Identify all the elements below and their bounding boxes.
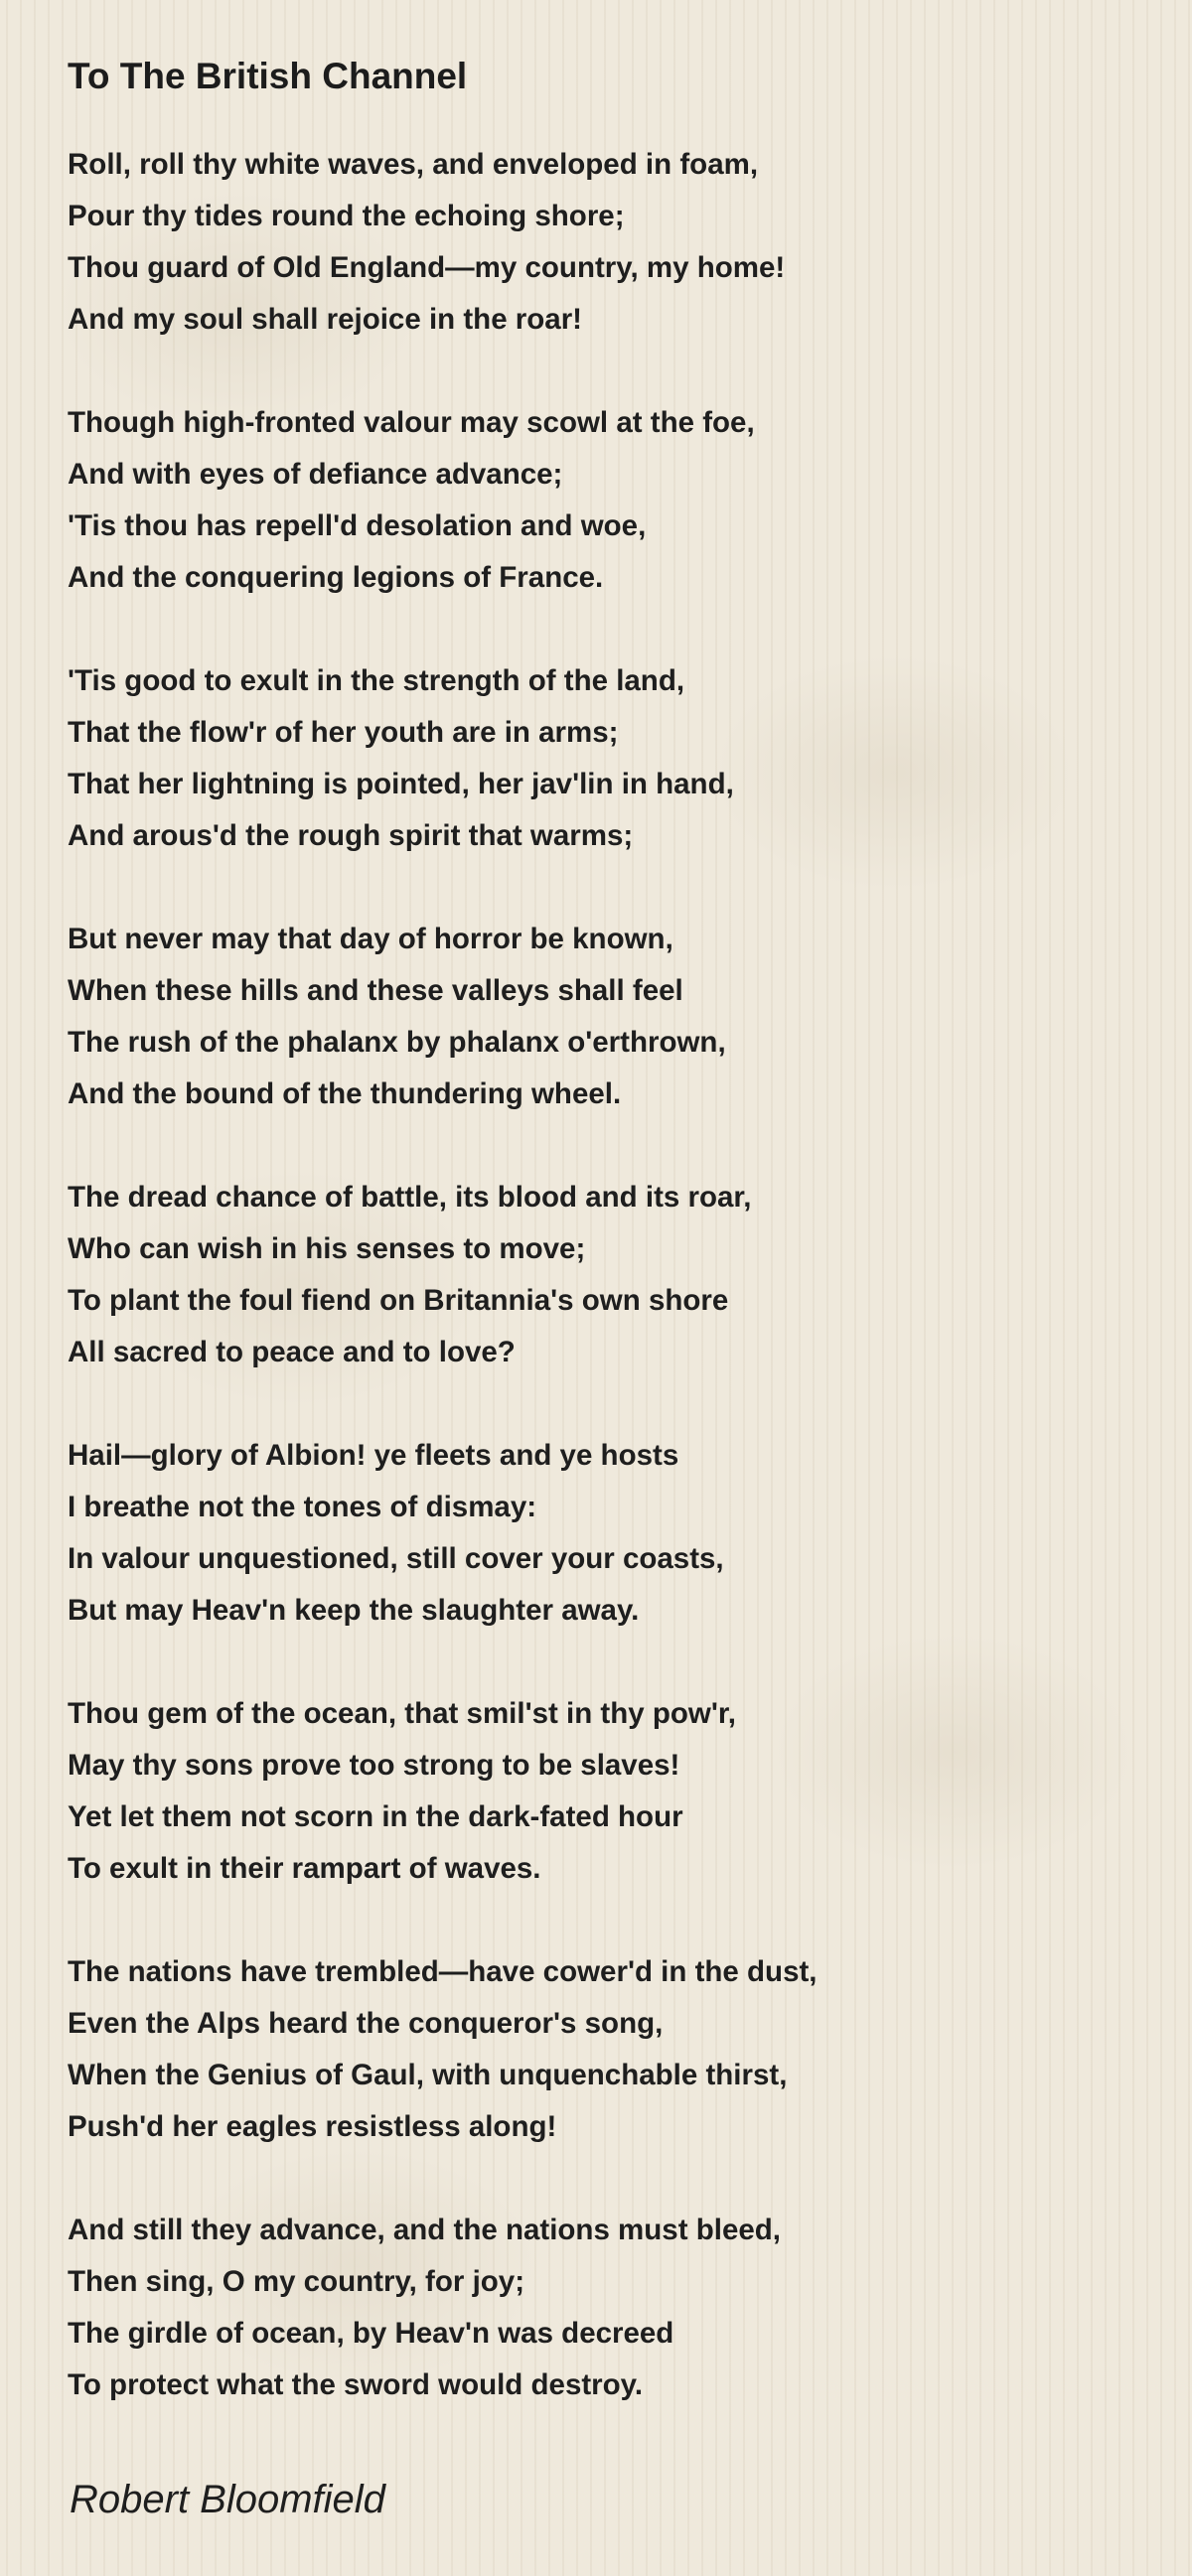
poem-line: Roll, roll thy white waves, and enveloped in foam,: [68, 148, 759, 181]
poem-line: To plant the foul fiend on Britannia's own shore: [68, 1284, 729, 1317]
poem-line: The dread chance of battle, its blood and its roar,: [68, 1181, 752, 1214]
poem-line: And with eyes of defiance advance;: [68, 458, 563, 491]
poem-line: May thy sons prove too strong to be slaves!: [68, 1749, 680, 1782]
poem-line: Thou guard of Old England—my country, my home!: [68, 251, 786, 284]
poem-line: To exult in their rampart of waves.: [68, 1852, 541, 1885]
poem-stanza: [68, 1946, 1140, 2153]
poem-line: To protect what the sword would destroy.: [68, 2368, 644, 2401]
poem-line: That her lightning is pointed, her jav'lin in hand,: [68, 768, 734, 800]
poem-line: And my soul shall rejoice in the roar!: [68, 303, 583, 336]
poem-stanza: [68, 397, 1140, 604]
poem-stanza: [68, 2205, 1140, 2411]
poem-body: [68, 139, 1140, 2411]
poem-line: I breathe not the tones of dismay:: [68, 1491, 537, 1523]
poem-title: To The British Channel: [68, 56, 468, 96]
poem-line: Even the Alps heard the conqueror's song,: [68, 2007, 664, 2040]
poem-line: And the bound of the thundering wheel.: [68, 1077, 622, 1110]
poem-line: Thou gem of the ocean, that smil'st in thy pow'r,: [68, 1697, 736, 1730]
poem-line: Then sing, O my country, for joy;: [68, 2265, 525, 2298]
poem-line: In valour unquestioned, still cover your coasts,: [68, 1542, 724, 1575]
poem-line: And arous'd the rough spirit that warms;: [68, 819, 634, 852]
poem-line: The nations have trembled—have cower'd in the dust,: [68, 1955, 818, 1988]
poem-stanza: [68, 139, 1140, 346]
poem-line: The girdle of ocean, by Heav'n was decreed: [68, 2317, 674, 2350]
poem-line: 'Tis thou has repell'd desolation and woe,: [68, 509, 647, 542]
poem-stanza: [68, 1172, 1140, 1378]
poem-line: And the conquering legions of France.: [68, 561, 604, 594]
poem-page: [68, 50, 1140, 2463]
poem-line: And still they advance, and the nations must bleed,: [68, 2214, 781, 2246]
poem-line: Push'd her eagles resistless along!: [68, 2110, 557, 2143]
poem-stanza: [68, 655, 1140, 862]
poem-line: Yet let them not scorn in the dark-fated hour: [68, 1800, 683, 1833]
poem-line: All sacred to peace and to love?: [68, 1336, 516, 1368]
poem-stanza: [68, 1688, 1140, 1895]
poem-line: Though high-fronted valour may scowl at the foe,: [68, 406, 755, 439]
poem-author: Robert Bloomfield: [70, 2478, 385, 2521]
poem-stanza: [68, 1430, 1140, 1637]
poem-line: When the Genius of Gaul, with unquenchable thirst,: [68, 2059, 788, 2091]
poem-line: Who can wish in his senses to move;: [68, 1232, 586, 1265]
poem-line: 'Tis good to exult in the strength of the land,: [68, 664, 685, 697]
poem-line: Hail—glory of Albion! ye fleets and ye hosts: [68, 1439, 679, 1472]
poem-line: But may Heav'n keep the slaughter away.: [68, 1594, 640, 1627]
poem-line: That the flow'r of her youth are in arms;: [68, 716, 619, 749]
poem-line: When these hills and these valleys shall feel: [68, 974, 683, 1007]
poem-line: But never may that day of horror be known,: [68, 923, 673, 955]
poem-line: Pour thy tides round the echoing shore;: [68, 200, 625, 232]
poem-stanza: [68, 914, 1140, 1120]
poem-line: The rush of the phalanx by phalanx o'erthrown,: [68, 1026, 726, 1059]
